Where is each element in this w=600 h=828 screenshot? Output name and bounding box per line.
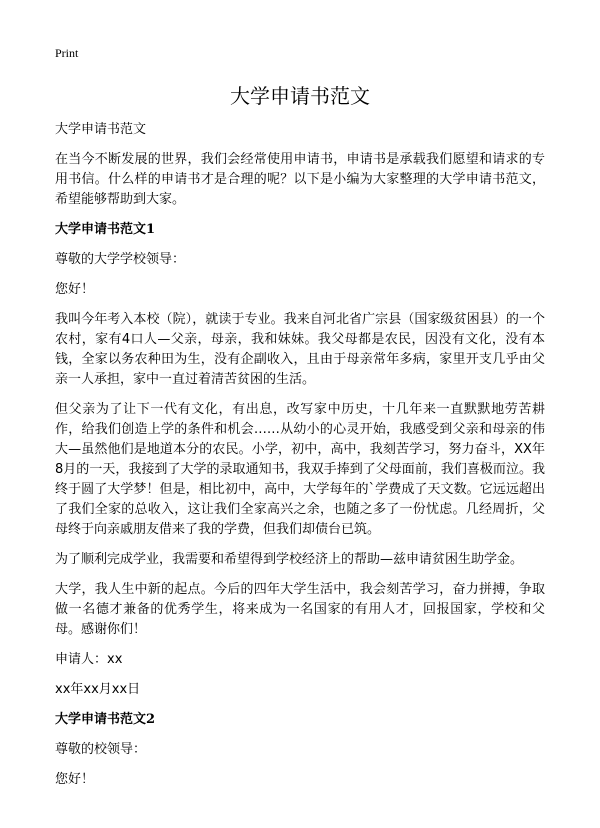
applicant-line: 申请人：xx [55, 652, 123, 667]
greeting-2: 您好！ [55, 772, 95, 787]
salutation-1: 尊敬的大学学校领导： [55, 252, 186, 267]
body-paragraph: 但父亲为了让下一代有文化，有出息，改写家中历史，十几年来一直默默地劳苦耕作，给我们创造上学的条件和机会……从幼小的心灵开始，我感受到父亲和母亲的伟大—虽然他们是地道本分的农民。小学，初中，高中，我刻苦学习，努力奋斗，XX年8月的一天，我接到了大学的录取通知书，我双手捧到了父母面前，我们喜极而泣。我终于圆了大学梦！但是，相比初中，高中，大学每年的`学费成了天文数。它远远超出了我们全家的总收入，这让我们全家高兴之余，也随之多了一份忧虑。几经周折，父母终于向亲戚朋友借来了我的学费，但我们却债台已筑。 [55, 402, 545, 537]
page-title: 大学申请书范文 [230, 84, 370, 108]
section-heading-2: 大学申请书范文2 [55, 712, 156, 727]
print-link[interactable]: Print [55, 46, 79, 60]
body-paragraph: 为了顺利完成学业，我需要和希望得到学校经济上的帮助—兹申请贫困生助学金。 [55, 552, 524, 567]
greeting-1: 您好！ [55, 282, 95, 297]
document-body [55, 120, 545, 800]
section-heading-1: 大学申请书范文1 [55, 222, 156, 237]
intro-paragraph: 在当今不断发展的世界，我们会经常使用申请书，申请书是承载我们愿望和请求的专用书信。什么样的申请书才是合理的呢？以下是小编为大家整理的大学申请书范文，希望能够帮助到大家。 [55, 152, 545, 207]
date-line: xx年xx月xx日 [55, 682, 141, 697]
document-subtitle: 大学申请书范文 [55, 122, 147, 137]
body-paragraph: 大学，我人生中新的起点。今后的四年大学生活中，我会刻苦学习，奋力拼搏，争取做一名德才兼备的优秀学生，将来成为一名国家的有用人才，回报国家，学校和父母。感谢你们！ [55, 582, 545, 637]
body-paragraph: 我叫今年考入本校（院），就读于专业。我来自河北省广宗县（国家级贫困县）的一个农村，家有4口人—父亲，母亲，我和妹妹。我父母都是农民，因没有文化，没有本钱，全家以务农种田为生，没有企副收入，且由于母亲常年多病，家里开支几乎由父亲一人承担，家中一直过着清苦贫困的生活。 [55, 312, 545, 387]
salutation-2: 尊敬的校领导： [55, 742, 147, 757]
